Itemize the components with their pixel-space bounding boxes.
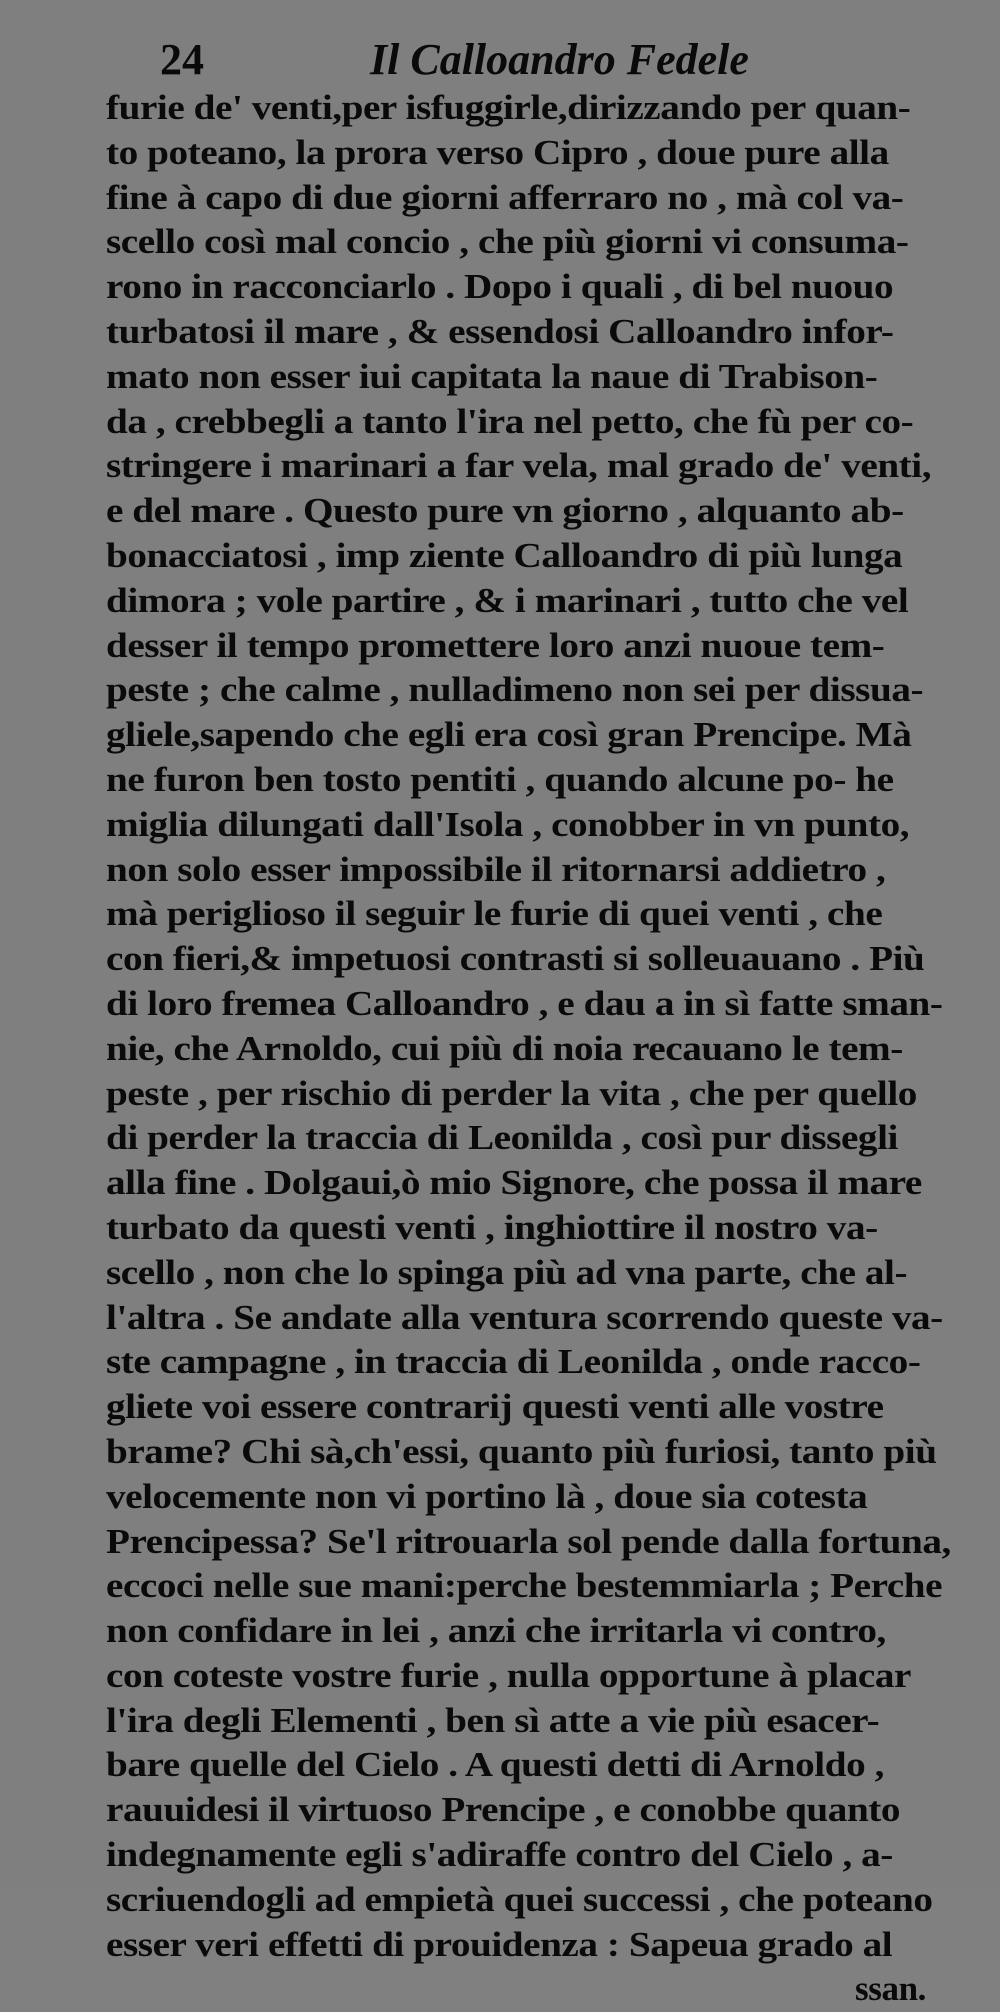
text-line: l'altra . Se andate alla ventura scorrendo queste va- xyxy=(106,1297,943,1337)
text-line: desser il tempo promettere loro anzi nuoue tem- xyxy=(106,625,885,665)
text-line: con fieri,& impetuosi contrasti si solleuauano . Più xyxy=(106,939,925,979)
text-line: peste ; che calme , nulladimeno non sei per dissua- xyxy=(106,670,924,710)
text-line: peste , per rischio di perder la vita , che per quello xyxy=(106,1073,917,1113)
text-line: furie de' venti,per isfuggirle,dirizzando per quan- xyxy=(106,88,911,127)
text-line: l'ira degli Elementi , ben sì atte a vie più esacer- xyxy=(106,1700,880,1740)
text-line: mà periglioso il seguir le furie di quei venti , che xyxy=(106,894,883,934)
text-line: velocemente non vi portino là , doue sia cotesta xyxy=(106,1476,868,1516)
text-line: da , crebbegli a tanto l'ira nel petto, che fù per co- xyxy=(106,401,914,441)
text-line: ste campagne , in traccia di Leonilda , onde racco- xyxy=(106,1342,921,1382)
catchword: ssan. xyxy=(855,1969,926,2009)
body-text xyxy=(106,86,966,2012)
text-line: fine à capo di due giorni afferraro no , mà col va- xyxy=(106,177,904,217)
text-line: nie, che Arnoldo, cui più di noia recauano le tem- xyxy=(106,1028,903,1068)
text-line: brame? Chi sà,ch'essi, quanto più furiosi, tanto più xyxy=(106,1431,937,1471)
text-line: rauuidesi il virtuoso Prencipe , e conobbe quanto xyxy=(106,1790,901,1830)
text-line: stringere i marinari a far vela, mal grado de' venti, xyxy=(106,446,932,486)
text-line: indegnamente egli s'adiraffe contro del Cielo , a- xyxy=(106,1835,893,1875)
text-line: con coteste vostre furie , nulla opportune à placar xyxy=(106,1655,911,1695)
text-line: bare quelle del Cielo . A questi detti di Arnoldo , xyxy=(106,1745,884,1785)
text-line: eccoci nelle sue mani:perche bestemmiarla ; Perche xyxy=(106,1566,943,1606)
page-header xyxy=(160,30,960,90)
text-line: non confidare in lei , anzi che irritarla vi contro, xyxy=(106,1611,886,1651)
text-line: miglia dilungati dall'Isola , conobber in vn punto, xyxy=(106,804,910,844)
text-line: non solo esser impossibile il ritornarsi addietro , xyxy=(106,849,886,889)
text-line: ne furon ben tosto pentiti , quando alcune po- he xyxy=(106,759,894,799)
text-line: scello così mal concio , che più giorni vi consuma- xyxy=(106,222,909,262)
text-line: turbatosi il mare , & essendosi Calloandro infor- xyxy=(106,311,894,351)
text-line: gliete voi essere contrarij questi venti alle vostre xyxy=(106,1387,884,1427)
running-title: Il Calloandro Fedele xyxy=(370,35,749,84)
text-line: scriuendogli ad empietà quei successi , che poteano xyxy=(106,1879,933,1919)
text-line: di loro fremea Calloandro , e dau a in sì fatte sman- xyxy=(106,983,943,1023)
text-line: bonacciatosi , imp ziente Calloandro di più lunga xyxy=(106,535,903,575)
text-line: to poteano, la prora verso Cipro , doue pure alla xyxy=(106,132,889,172)
text-line: Prencipessa? Se'l ritrouarla sol pende dalla fortuna, xyxy=(106,1521,951,1561)
text-line: e del mare . Questo pure vn giorno , alquanto ab- xyxy=(106,491,904,531)
text-line: di perder la traccia di Leonilda , così pur dissegli xyxy=(106,1118,898,1158)
text-line: rono in racconciarlo . Dopo i quali , di bel nuouo xyxy=(106,267,894,307)
text-line: alla fine . Dolgaui,ò mio Signore, che possa il mare xyxy=(106,1163,922,1203)
text-line: dimora ; vole partire , & i marinari , tutto che vel xyxy=(106,580,909,620)
text-line: mato non esser iui capitata la naue di Trabison- xyxy=(106,356,878,396)
text-line: gliele,sapendo che egli era così gran Prencipe. Mà xyxy=(106,715,912,755)
page-number: 24 xyxy=(160,35,204,84)
text-line: esser veri effetti di prouidenza : Sapeua grado al xyxy=(106,1924,893,1964)
text-line: turbato da questi venti , inghiottire il nostro va- xyxy=(106,1207,878,1247)
text-line: scello , non che lo spinga più ad vna parte, che al- xyxy=(106,1252,908,1292)
